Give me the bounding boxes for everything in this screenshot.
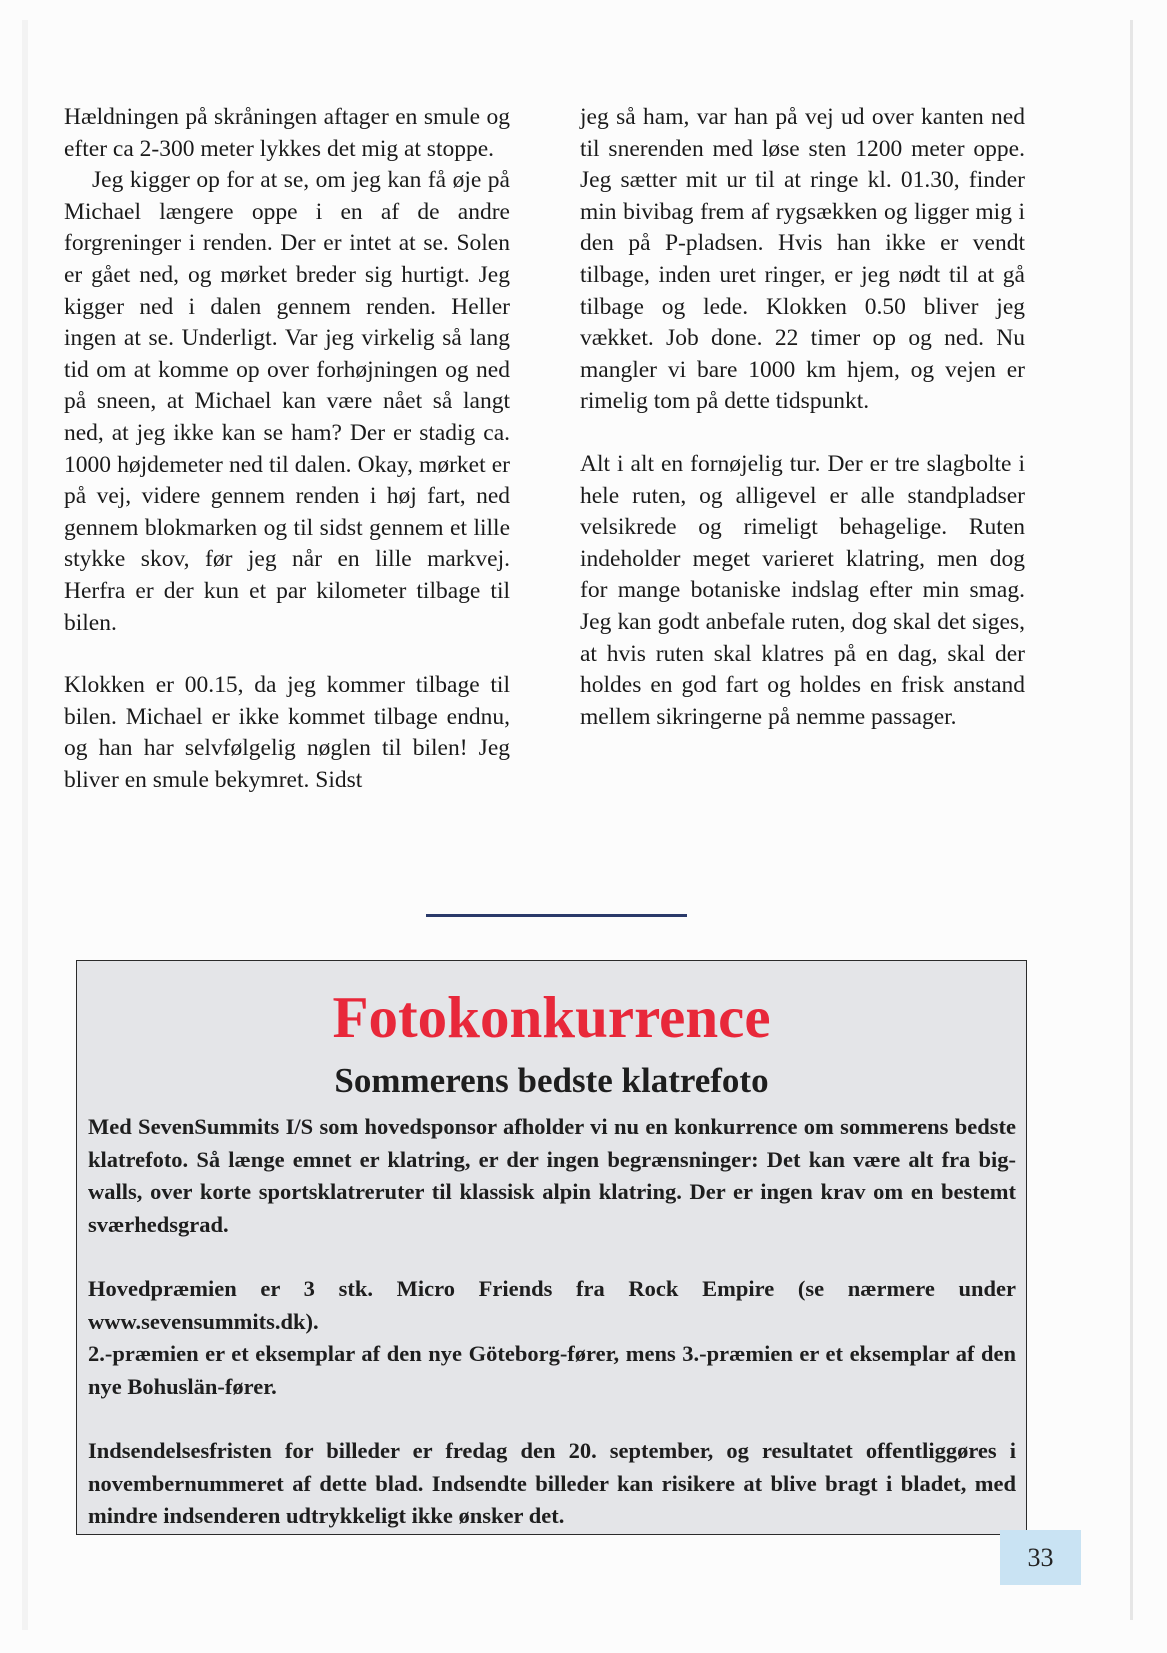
article-paragraph: Klokken er 00.15, da jeg kommer tilbage til bilen. Michael er ikke kommet tilbage endnu, og han har selvfølgelig nøglen til bilen! Jeg bliver en smule bekymret. Sidst [64, 672, 510, 793]
scan-shadow [22, 20, 28, 1630]
article-paragraph: Hældningen på skråningen aftager en smule og efter ca 2-300 meter lykkes det mig at stoppe. [64, 104, 510, 162]
contest-body [88, 1111, 1016, 1533]
contest-deadline: Indsendelsesfristen for billeder er fredag den 20. september, og resultatet offentliggøres i novembernummeret af dette blad. Indsendte billeder kan risikere at blive bragt i bladet, med mindre indsenderen udtrykkeligt ikke ønsker det. [88, 1438, 1016, 1528]
article-right-column [580, 102, 1025, 733]
page-number: 33 [1000, 1530, 1081, 1585]
contest-main-prize: Hovedpræmien er 3 stk. Micro Friends fra Rock Empire (se nærmere under www.sevensummits.dk). [88, 1276, 1016, 1334]
article-paragraph: Jeg kigger op for at se, om jeg kan få øje på Michael længere oppe i en af de andre forgreninger i renden. Der er intet at se. Solen er gået ned, og mørket breder sig hurtigt. Jeg kigger ned i dalen gennem renden. Heller ingen at se. Underligt. Var jeg virkelig så lang tid om at komme op over forhøjningen og ned på sneen, at Michael kan være nået så langt ned, at jeg ikke kan se ham? Der er stadig ca. 1000 højdemeter ned til dalen. Okay, mørket er på vej, videre gennem renden i høj fart, ned gennem blokmarken og til sidst gennem et lille stykke skov, før jeg når en lille markvej. Herfra er der kun et par kilometer tilbage til bilen. [64, 167, 510, 636]
contest-subtitle: Sommerens bedste klatrefoto [334, 1061, 769, 1100]
article-left-column [64, 102, 510, 796]
photo-contest-box [76, 960, 1027, 1535]
article-paragraph: Alt i alt en fornøjelig tur. Der er tre slagbolte i hele ruten, og alligevel er alle standpladser velsikrede og rimeligt behagelige. Ruten indeholder meget varieret klatring, men dog for mange botaniske indslag efter min smag. Jeg kan godt anbefale ruten, dog skal det siges, at hvis ruten skal klatres på en dag, skal der holdes en god fart og holdes en frisk anstand mellem sikringerne på nemme passager. [580, 450, 1025, 730]
contest-intro: Med SevenSummits I/S som hovedsponsor afholder vi nu en konkurrence om sommerens bedste klatrefoto. Så længe emnet er klatring, er der ingen begrænsninger: Det kan være alt fra big-walls, over korte sportsklatreruter til klassisk alpin klatring. Der er ingen krav om en bestemt sværhedsgrad. [88, 1114, 1016, 1237]
page-edge [1130, 20, 1133, 1620]
article-paragraph: jeg så ham, var han på vej ud over kanten ned til snerenden med løse sten 1200 meter oppe. Jeg sætter mit ur til at ringe kl. 01.30, finder min bivibag frem af rygsækken og ligger mig i den på P-pladsen. Hvis han ikke er vendt tilbage, inden uret ringer, er jeg nødt til at gå tilbage og lede. Klokken 0.50 bliver jeg vækket. Job done. 22 timer op og ned. Nu mangler vi bare 1000 km hjem, og vejen er rimelig tom på dette tidspunkt. [580, 104, 1025, 415]
contest-other-prizes: 2.-præmien er et eksemplar af den nye Göteborg-fører, mens 3.-præmien er et eksemplar af den nye Bohuslän-fører. [88, 1341, 1016, 1399]
section-divider [426, 914, 687, 917]
contest-title: Fotokonkurrence [332, 984, 771, 1050]
